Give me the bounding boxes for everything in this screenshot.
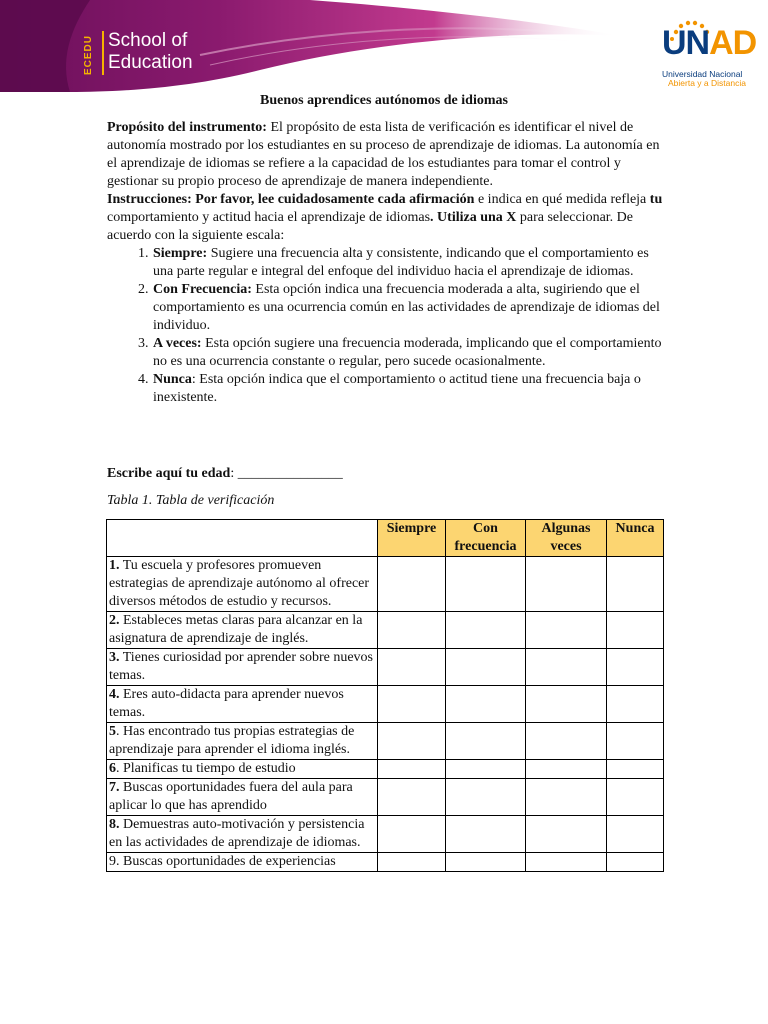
table-row bbox=[107, 649, 664, 686]
statement-text: Estableces metas claras para alcanzar en la asignatura de aprendizaje de inglés. bbox=[109, 613, 363, 646]
brand-divider bbox=[102, 31, 104, 75]
table-row bbox=[107, 612, 664, 649]
scale-desc: Esta opción sugiere una frecuencia moderada, implicando que el comportamiento no es una ocurrencia constante o regular, pero sucede ocasionalmente. bbox=[153, 336, 662, 369]
ecedu-label: ECEDU bbox=[83, 35, 94, 76]
answer-cell-algunas-veces[interactable] bbox=[526, 853, 607, 872]
statement-cell bbox=[107, 760, 378, 779]
answer-cell-algunas-veces[interactable] bbox=[526, 686, 607, 723]
answer-cell-siempre[interactable] bbox=[378, 760, 446, 779]
statement-text: . Has encontrado tus propias estrategias de aprendizaje para aprender el idioma inglés. bbox=[109, 724, 355, 757]
instructions-text-3: para seleccionar. De acuerdo con la siguiente escala: bbox=[107, 210, 633, 243]
statement-cell bbox=[107, 686, 378, 723]
scale-item bbox=[152, 245, 667, 281]
brand-line-2: Education bbox=[108, 52, 193, 73]
answer-cell-nunca[interactable] bbox=[607, 649, 664, 686]
statement-number: 1. bbox=[109, 558, 120, 573]
unad-logo-ad: AD bbox=[709, 24, 757, 62]
header-siempre: Siempre bbox=[378, 520, 446, 557]
answer-cell-con-frecuencia[interactable] bbox=[446, 612, 526, 649]
instructions-text-1: e indica en qué medida refleja bbox=[474, 192, 650, 207]
answer-cell-nunca[interactable] bbox=[607, 686, 664, 723]
statement-number: 5 bbox=[109, 724, 116, 739]
statement-cell bbox=[107, 649, 378, 686]
answer-cell-algunas-veces[interactable] bbox=[526, 649, 607, 686]
answer-cell-algunas-veces[interactable] bbox=[526, 760, 607, 779]
statement-text: 9. Buscas oportunidades de experiencias bbox=[109, 854, 336, 869]
answer-cell-siempre[interactable] bbox=[378, 686, 446, 723]
table-row bbox=[107, 723, 664, 760]
statement-number: 3. bbox=[109, 650, 120, 665]
table-row bbox=[107, 816, 664, 853]
statement-number: 6 bbox=[109, 761, 116, 776]
unad-logo-un: UN bbox=[662, 24, 710, 62]
scale-term: Con Frecuencia: bbox=[153, 282, 252, 297]
answer-cell-siempre[interactable] bbox=[378, 649, 446, 686]
document-body bbox=[107, 119, 667, 407]
table-header-row bbox=[107, 520, 664, 557]
purpose-paragraph bbox=[107, 119, 667, 191]
statement-cell bbox=[107, 612, 378, 649]
unad-logo-text bbox=[662, 24, 756, 63]
header-algunas-veces: Algunas veces bbox=[526, 520, 607, 557]
statement-cell bbox=[107, 779, 378, 816]
answer-cell-siempre[interactable] bbox=[378, 723, 446, 760]
answer-cell-nunca[interactable] bbox=[607, 723, 664, 760]
answer-cell-nunca[interactable] bbox=[607, 779, 664, 816]
statement-text: . Planificas tu tiempo de estudio bbox=[116, 761, 296, 776]
answer-cell-nunca[interactable] bbox=[607, 853, 664, 872]
scale-item bbox=[152, 281, 667, 335]
table-row bbox=[107, 557, 664, 612]
answer-cell-siempre[interactable] bbox=[378, 853, 446, 872]
answer-cell-nunca[interactable] bbox=[607, 612, 664, 649]
answer-cell-nunca[interactable] bbox=[607, 557, 664, 612]
table-row bbox=[107, 760, 664, 779]
answer-cell-con-frecuencia[interactable] bbox=[446, 723, 526, 760]
answer-cell-algunas-veces[interactable] bbox=[526, 612, 607, 649]
answer-cell-siempre[interactable] bbox=[378, 816, 446, 853]
statement-text: Tienes curiosidad por aprender sobre nuevos temas. bbox=[109, 650, 374, 683]
table-caption: Tabla 1. Tabla de verificación bbox=[107, 493, 275, 508]
answer-cell-siempre[interactable] bbox=[378, 612, 446, 649]
instructions-label: Instrucciones: Por favor, lee cuidadosamente cada afirmación bbox=[107, 192, 475, 207]
scale-list bbox=[107, 245, 667, 407]
table-row bbox=[107, 779, 664, 816]
age-colon: : bbox=[230, 466, 235, 481]
scale-term: Siempre: bbox=[153, 246, 208, 261]
document-title: Buenos aprendices autónomos de idiomas bbox=[260, 93, 508, 108]
instructions-paragraph bbox=[107, 191, 667, 245]
table-row bbox=[107, 853, 664, 872]
statement-number: 8. bbox=[109, 817, 120, 832]
answer-cell-algunas-veces[interactable] bbox=[526, 557, 607, 612]
school-of-education-logo bbox=[108, 30, 193, 74]
statement-cell bbox=[107, 723, 378, 760]
answer-cell-algunas-veces[interactable] bbox=[526, 779, 607, 816]
answer-cell-algunas-veces[interactable] bbox=[526, 816, 607, 853]
age-field[interactable] bbox=[107, 466, 343, 482]
statement-number: 4. bbox=[109, 687, 120, 702]
brand-line-1: School of bbox=[108, 30, 188, 51]
answer-cell-con-frecuencia[interactable] bbox=[446, 557, 526, 612]
statement-cell bbox=[107, 816, 378, 853]
age-blank-line[interactable]: _______________ bbox=[234, 466, 343, 481]
statement-text: Eres auto-didacta para aprender nuevos temas. bbox=[109, 687, 344, 720]
header-nunca: Nunca bbox=[607, 520, 664, 557]
purpose-text: El propósito de esta lista de verificación es identificar el nivel de autonomía mostrado por los estudiantes en su proceso de aprendizaje de idiomas. La autonomía en el aprendizaje de idiomas se refiere a la capacidad de los estudiantes para tomar el control y gestionar su propio proceso de aprendizaje de manera independiente. bbox=[107, 120, 660, 189]
header-blank bbox=[107, 520, 378, 557]
answer-cell-con-frecuencia[interactable] bbox=[446, 686, 526, 723]
scale-item bbox=[152, 335, 667, 371]
statement-cell bbox=[107, 853, 378, 872]
unad-subtitle-2: Abierta y a Distancia bbox=[668, 78, 746, 88]
answer-cell-nunca[interactable] bbox=[607, 816, 664, 853]
answer-cell-con-frecuencia[interactable] bbox=[446, 816, 526, 853]
answer-cell-con-frecuencia[interactable] bbox=[446, 649, 526, 686]
scale-term: Nunca bbox=[153, 372, 192, 387]
table-body bbox=[107, 557, 664, 872]
scale-term: A veces: bbox=[153, 336, 202, 351]
statement-text: Buscas oportunidades fuera del aula para aplicar lo que has aprendido bbox=[109, 780, 353, 813]
verification-table bbox=[106, 519, 664, 872]
answer-cell-siempre[interactable] bbox=[378, 557, 446, 612]
statement-text: Demuestras auto-motivación y persistencia en las actividades de aprendizaje de idiomas. bbox=[109, 817, 365, 850]
answer-cell-algunas-veces[interactable] bbox=[526, 723, 607, 760]
statement-number: 2. bbox=[109, 613, 120, 628]
instructions-text-2: comportamiento y actitud hacia el aprendizaje de idiomas bbox=[107, 210, 431, 225]
answer-cell-con-frecuencia[interactable] bbox=[446, 779, 526, 816]
purpose-label: Propósito del instrumento: bbox=[107, 120, 267, 135]
answer-cell-siempre[interactable] bbox=[378, 779, 446, 816]
statement-text: Tu escuela y profesores promueven estrategias de aprendizaje autónomo al ofrecer diversos métodos de estudio y recursos. bbox=[109, 558, 370, 609]
instructions-bold-1: tu bbox=[649, 192, 663, 207]
answer-cell-con-frecuencia[interactable] bbox=[446, 760, 526, 779]
statement-cell bbox=[107, 557, 378, 612]
instructions-bold-2: . Utiliza una X bbox=[430, 210, 517, 225]
scale-item bbox=[152, 371, 667, 407]
table-row bbox=[107, 686, 664, 723]
scale-desc: : Esta opción indica que el comportamiento o actitud tiene una frecuencia baja o inexistente. bbox=[153, 372, 641, 405]
scale-desc: Sugiere una frecuencia alta y consistente, indicando que el comportamiento es una parte regular e integral del enfoque del individuo hacia el aprendizaje de idiomas. bbox=[153, 246, 649, 279]
answer-cell-nunca[interactable] bbox=[607, 760, 664, 779]
page-header bbox=[0, 0, 768, 92]
unad-subtitle-1: Universidad Nacional bbox=[662, 69, 743, 79]
age-label: Escribe aquí tu edad bbox=[107, 466, 231, 481]
scale-desc: Esta opción indica una frecuencia moderada a alta, sugiriendo que el comportamiento es una ocurrencia común en las actividades de aprendizaje de idiomas del individuo. bbox=[153, 282, 660, 333]
answer-cell-con-frecuencia[interactable] bbox=[446, 853, 526, 872]
statement-number: 7. bbox=[109, 780, 120, 795]
header-con-frecuencia: Con frecuencia bbox=[446, 520, 526, 557]
